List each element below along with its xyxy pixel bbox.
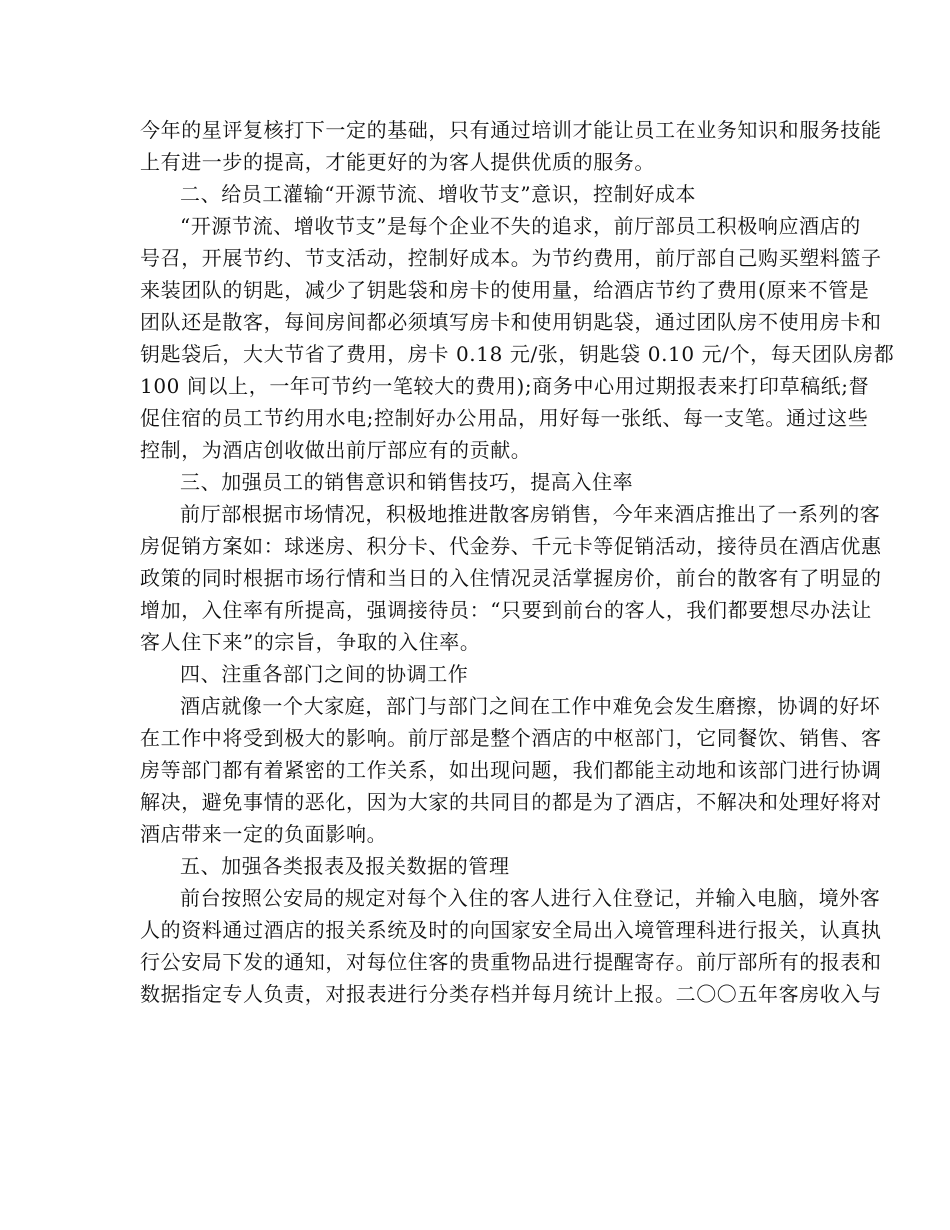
paragraph-start-line: 前厅部根据市场情况，积极地推进散客房销售，今年来酒店推出了一系列的客 — [180, 502, 881, 526]
text-line: 在工作中将受到极大的影响。前厅部是整个酒店的中枢部门，它同餐饮、销售、客 — [140, 726, 882, 750]
paragraph-start-line: 五、加强各类报表及报关数据的管理 — [180, 854, 510, 878]
text-line: 号召，开展节约、节支活动，控制好成本。为节约费用，前厅部自己购买塑料篮子 — [140, 246, 882, 270]
text-line: 房等部门都有着紧密的工作关系，如出现问题，我们都能主动地和该部门进行协调 — [140, 758, 882, 782]
paragraph-start-line: 酒店就像一个大家庭，部门与部门之间在工作中难免会发生磨擦，协调的好坏 — [180, 694, 881, 718]
text-line: 今年的星评复核打下一定的基础，只有通过培训才能让员工在业务知识和服务技能 — [140, 118, 882, 142]
document-body — [140, 114, 895, 1010]
text-line: 酒店带来一定的负面影响。 — [140, 822, 388, 846]
text-line: 解决，避免事情的恶化，因为大家的共同目的都是为了酒店，不解决和处理好将对 — [140, 790, 882, 814]
text-line: 钥匙袋后，大大节省了费用，房卡 0.18 元/张，钥匙袋 0.10 元/个，每天团队房都 — [140, 342, 895, 366]
paragraph-start-line: 二、给员工灌输“开源节流、增收节支”意识，控制好成本 — [180, 182, 697, 206]
paragraph-start-line: 四、注重各部门之间的协调工作 — [180, 662, 469, 686]
text-line: 增加，入住率有所提高，强调接待员：“只要到前台的客人，我们都要想尽办法让 — [140, 598, 872, 622]
paragraph-start-line: 前台按照公安局的规定对每个入住的客人进行入住登记，并输入电脑，境外客 — [180, 886, 881, 910]
text-line: 100 间以上，一年可节约一笔较大的费用);商务中心用过期报表来打印草稿纸;督 — [140, 374, 870, 398]
text-line: 政策的同时根据市场行情和当日的入住情况灵活掌握房价，前台的散客有了明显的 — [140, 566, 882, 590]
text-line: 团队还是散客，每间房间都必须填写房卡和使用钥匙袋，通过团队房不使用房卡和 — [140, 310, 882, 334]
text-line: 房促销方案如：球迷房、积分卡、代金券、千元卡等促销活动，接待员在酒店优惠 — [140, 534, 882, 558]
paragraph-start-line: 三、加强员工的销售意识和销售技巧，提高入住率 — [180, 470, 634, 494]
text-line: 来装团队的钥匙，减少了钥匙袋和房卡的使用量，给酒店节约了费用(原来不管是 — [140, 278, 870, 302]
text-line: 控制，为酒店创收做出前厅部应有的贡献。 — [140, 438, 532, 462]
paragraph-start-line: “开源节流、增收节支”是每个企业不失的追求，前厅部员工积极响应酒店的 — [180, 214, 861, 238]
text-line: 人的资料通过酒店的报关系统及时的向国家安全局出入境管理科进行报关，认真执 — [140, 918, 882, 942]
text-line: 上有进一步的提高，才能更好的为客人提供优质的服务。 — [140, 150, 655, 174]
text-line: 促住宿的员工节约用水电;控制好办公用品，用好每一张纸、每一支笔。通过这些 — [140, 406, 869, 430]
text-line: 行公安局下发的通知，对每位住客的贵重物品进行提醒寄存。前厅部所有的报表和 — [140, 950, 882, 974]
text-line: 客人住下来”的宗旨，争取的入住率。 — [140, 630, 481, 654]
text-line: 数据指定专人负责，对报表进行分类存档并每月统计上报。二〇〇五年客房收入与 — [140, 982, 882, 1006]
